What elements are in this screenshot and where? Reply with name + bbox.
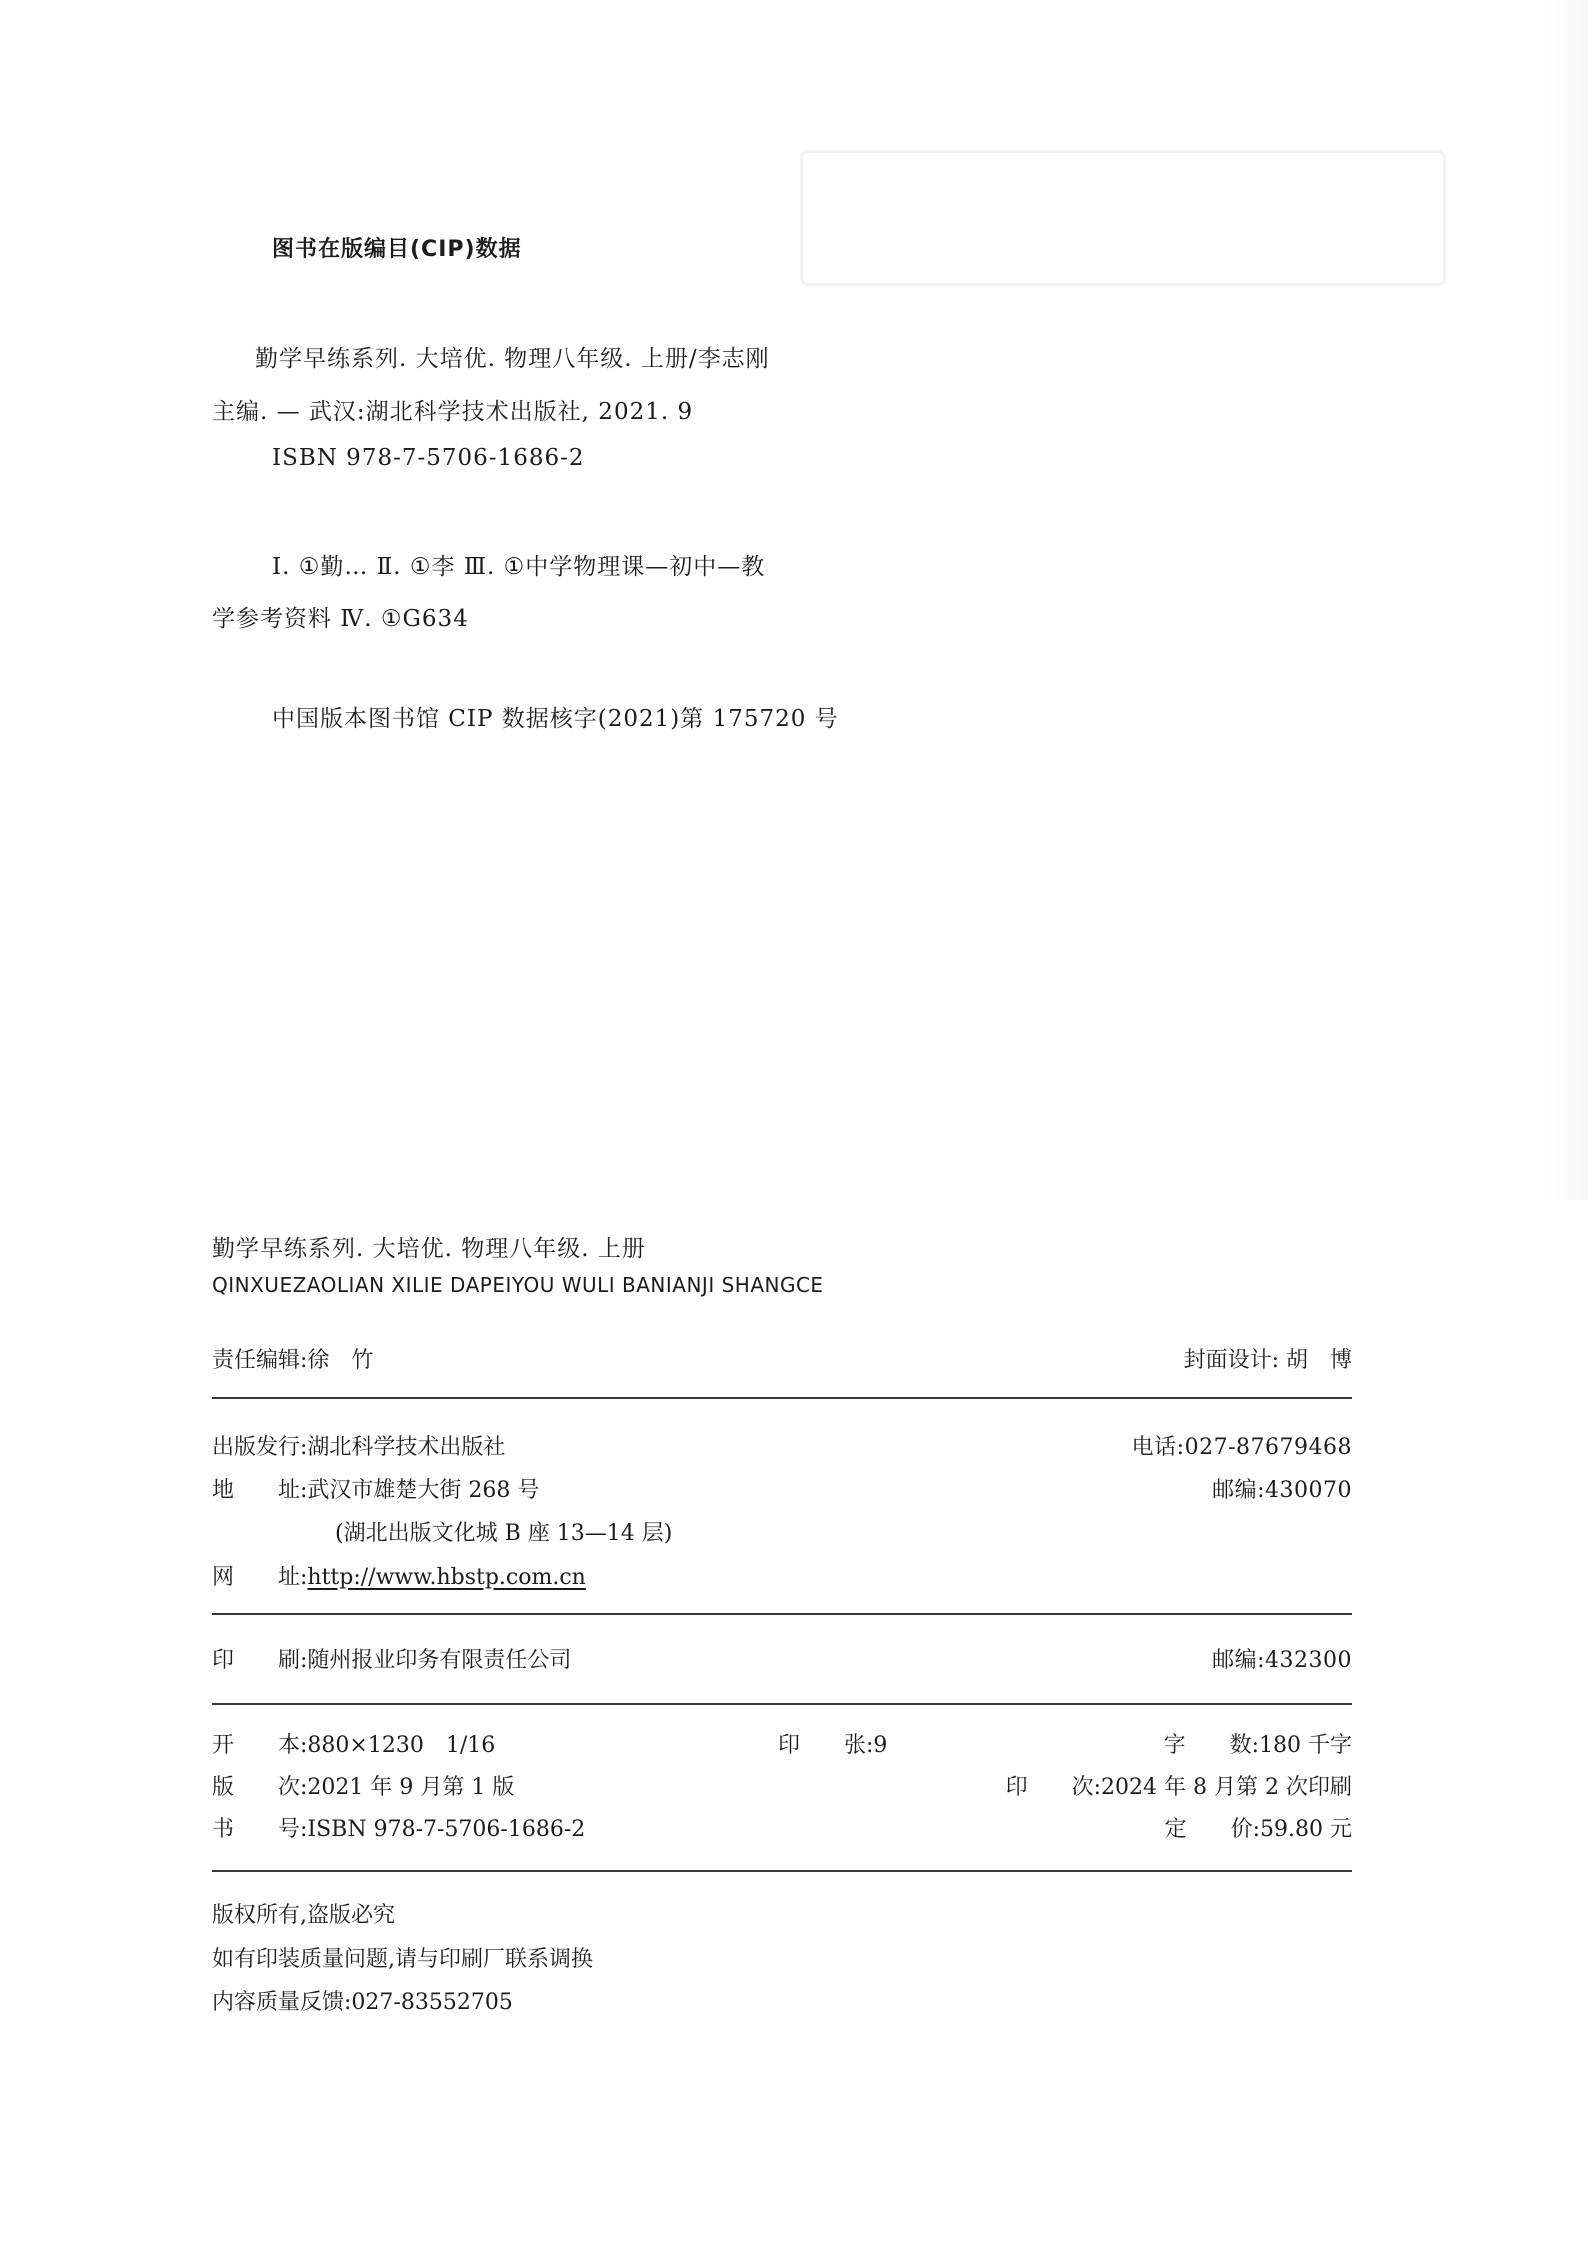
cip-line-6: 中国版本图书馆 CIP 数据核字(2021)第 175720 号: [272, 706, 839, 732]
cip-title: 图书在版编目(CIP)数据: [272, 237, 522, 262]
printing: 印 次:2024 年 8 月第 2 次印刷: [1005, 1775, 1352, 1800]
divider-1: [212, 1397, 1352, 1399]
cip-line-5: 学参考资料 Ⅳ. ①G634: [212, 606, 469, 632]
quality-notice: 如有印装质量问题,请与印刷厂联系调换: [212, 1947, 593, 1972]
show-through-title: [800, 150, 1446, 286]
word-count: 字 数:180 千字: [1163, 1733, 1352, 1758]
book-title-pinyin: QINXUEZAOLIAN XILIE DAPEIYOU WULI BANIANJI SHANGCE: [212, 1273, 824, 1297]
isbn: 书 号:ISBN 978-7-5706-1686-2: [212, 1817, 586, 1842]
publisher: 出版发行:湖北科学技术出版社: [212, 1435, 506, 1460]
publisher-postcode: 邮编:430070: [1212, 1478, 1352, 1503]
website-label: 网 址:: [212, 1565, 308, 1590]
printer-postcode: 邮编:432300: [1212, 1648, 1352, 1673]
cover-design: 封面设计: 胡 博: [1183, 1348, 1352, 1373]
address-label: 地 址:: [212, 1478, 308, 1503]
scan-edge-shadow: [1548, 0, 1588, 1200]
printed-sheets: 印 张:9: [778, 1733, 888, 1758]
price: 定 价:59.80 元: [1164, 1817, 1352, 1842]
cip-line-2: 主编. — 武汉:湖北科学技术出版社, 2021. 9: [212, 399, 694, 425]
divider-4: [212, 1870, 1352, 1872]
cip-line-3: ISBN 978-7-5706-1686-2: [272, 445, 585, 471]
format: 开 本:880×1230 1/16: [212, 1733, 496, 1758]
website-link[interactable]: http://www.hbstp.com.cn: [307, 1565, 586, 1590]
divider-2: [212, 1613, 1352, 1615]
address-row: [212, 1473, 539, 1504]
address-detail: (湖北出版文化城 B 座 13—14 层): [335, 1521, 673, 1546]
feedback-contact: 内容质量反馈:027-83552705: [212, 1990, 513, 2015]
copyright-notice: 版权所有,盗版必究: [212, 1903, 395, 1928]
edition: 版 次:2021 年 9 月第 1 版: [212, 1775, 515, 1800]
website-row: [212, 1560, 586, 1591]
editor: 责任编辑:徐 竹: [212, 1348, 374, 1373]
printer: 印 刷:随州报业印务有限责任公司: [212, 1648, 572, 1673]
publisher-phone: 电话:027-87679468: [1131, 1435, 1352, 1460]
cip-line-1: 勤学早练系列. 大培优. 物理八年级. 上册/李志刚: [255, 346, 770, 372]
divider-3: [212, 1703, 1352, 1705]
address-value: 武汉市雄楚大街 268 号: [307, 1478, 540, 1503]
cip-line-4: Ⅰ. ①勤… Ⅱ. ①李 Ⅲ. ①中学物理课—初中—教: [272, 554, 766, 580]
book-title-cn: 勤学早练系列. 大培优. 物理八年级. 上册: [212, 1236, 646, 1262]
